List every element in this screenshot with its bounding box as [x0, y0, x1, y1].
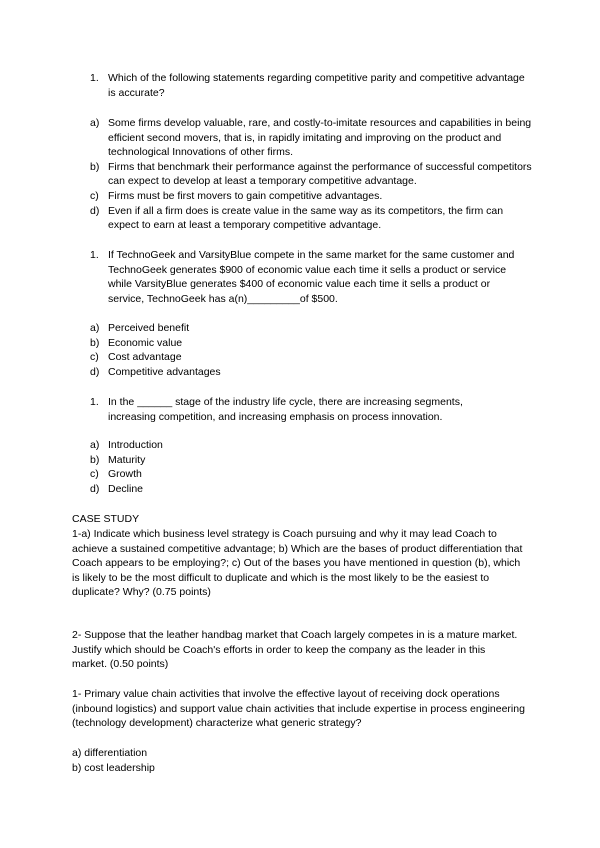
- case-study-heading: CASE STUDY: [72, 513, 140, 525]
- option-text: a) differentiation: [72, 747, 148, 759]
- option-label: b): [90, 453, 100, 466]
- option-text: Firms that benchmark their performance against the performance of successful competitors can expect to develop at least a temporary competitive advantage.: [108, 160, 532, 188]
- option-text: Growth: [108, 468, 142, 481]
- question-3-options: [90, 438, 510, 496]
- option-text: Some firms develop valuable, rare, and costly-to-imitate resources and capabilities in being efficient second movers, that is, in rapidly imitating and improving on the product and technological Innovations of other firms.: [108, 117, 532, 159]
- case-study-question-1: 1-a) Indicate which business level strategy is Coach pursuing and why it may lead Coach to achieve a sustained competitive advantage; b) Which are the bases of product differentiation that Coach appears to be employing?; c) Out of the bases you have mentioned in question (b), which is likely to be the most difficult to duplicate and which is the most likely to be the easiest to duplicate? Why? (0.75 points): [72, 528, 523, 599]
- question-text: In the ______ stage of the industry life cycle, there are increasing segments, increasing competition, and increasing emphasis on process innovation.: [108, 396, 463, 423]
- option-label: c): [90, 351, 99, 364]
- option-text: Economic value: [108, 336, 183, 349]
- option-text: Introduction: [108, 439, 163, 451]
- option-text: Firms must be first movers to gain competitive advantages.: [108, 189, 383, 202]
- option-text: Cost advantage: [108, 351, 182, 364]
- option-text: Perceived benefit: [108, 322, 190, 334]
- option-label: a): [90, 439, 100, 451]
- question-2: [90, 248, 524, 306]
- question-text: Which of the following statements regarding competitive parity and competitive advantage is accurate?: [108, 72, 525, 99]
- option-label: d): [90, 482, 100, 495]
- option-text: Maturity: [108, 453, 146, 466]
- question-3: [90, 395, 510, 424]
- option-label: a): [90, 117, 100, 129]
- option-label: b): [90, 336, 100, 349]
- question-1: [90, 71, 526, 100]
- option-text: Even if all a firm does is create value in the same way as its competitors, the firm can expect to earn at least a temporary competitive advantage.: [108, 204, 504, 232]
- option-label: d): [90, 365, 100, 378]
- question-2-options: [90, 321, 524, 379]
- question-1-options: [90, 116, 536, 233]
- option-label: c): [90, 468, 99, 481]
- option-text: Decline: [108, 482, 144, 495]
- question-number: 1.: [90, 249, 99, 261]
- option-text: b) cost leadership: [72, 761, 155, 774]
- option-text: Competitive advantages: [108, 365, 221, 378]
- question-number: 1.: [90, 72, 99, 84]
- option-label: a): [90, 322, 100, 334]
- option-label: c): [90, 189, 99, 202]
- case-study-question-3-options: [72, 746, 372, 775]
- option-label: d): [90, 204, 100, 217]
- question-text: If TechnoGeek and VarsityBlue compete in the same market for the same customer and TechnoGeek generates $900 of economic value each time it sells a product or service while VarsityBlue generates $400 of economic value each time it sells a product or service, TechnoGeek has a(n)_________of $500.: [108, 249, 515, 305]
- case-study-question-3: 1- Primary value chain activities that involve the effective layout of receiving dock operations (inbound logistics) and support value chain activities that include expertise in process engineering (technology development) characterize what generic strategy?: [72, 688, 525, 730]
- option-label: b): [90, 160, 100, 173]
- question-number: 1.: [90, 396, 99, 408]
- case-study-question-2: 2- Suppose that the leather handbag market that Coach largely competes in is a mature market. Justify which should be Coach's efforts in order to keep the company as the leader in this market. (0.50 points): [72, 629, 518, 671]
